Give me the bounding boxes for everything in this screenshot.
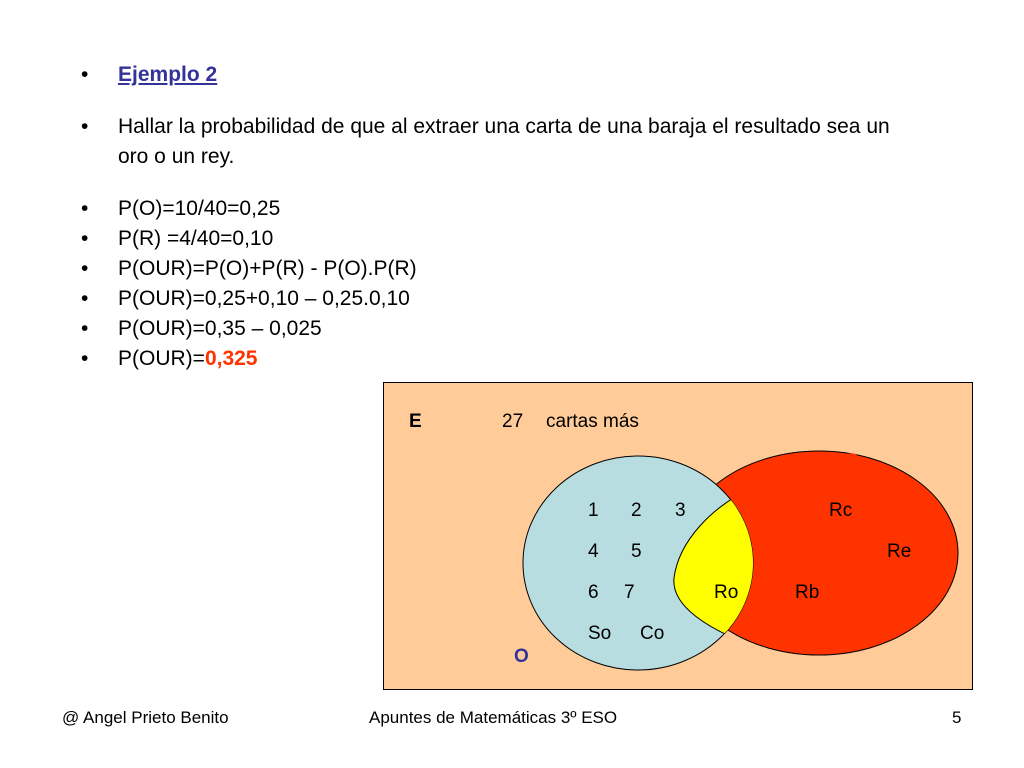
o-card-co: Co xyxy=(640,623,665,644)
final-prefix: P(OUR)= xyxy=(118,347,205,370)
footer-page-number: 5 xyxy=(952,708,962,727)
o-card-5: 5 xyxy=(631,541,642,562)
r-card-re: Re xyxy=(887,541,912,562)
bullet-formula-1: • P(O)=10/40=0,25 xyxy=(78,194,898,224)
bullet-formula-2: • P(R) =4/40=0,10 xyxy=(78,224,898,254)
venn-diagram xyxy=(383,382,973,690)
bullet-problem: • Hallar la probabilidad de que al extraer una carta de una baraja el resultado sea un oro o un rey. xyxy=(78,112,898,172)
r-card-rc: Rc xyxy=(829,500,853,521)
example-heading: Ejemplo 2 xyxy=(118,63,218,86)
set-o-label: O xyxy=(514,646,529,667)
o-card-7: 7 xyxy=(624,582,635,603)
o-card-3: 3 xyxy=(675,500,686,521)
o-card-2: 2 xyxy=(631,500,642,521)
bullet-formula-5: • P(OUR)=0,35 – 0,025 xyxy=(78,314,898,344)
o-card-so: So xyxy=(588,623,612,644)
intersection-card-ro: Ro xyxy=(714,582,739,603)
set-r-label: R xyxy=(845,451,859,472)
bullet-final-result xyxy=(78,344,898,374)
universe-note-text: cartas más xyxy=(546,411,639,432)
r-card-rb: Rb xyxy=(795,582,820,603)
o-card-6: 6 xyxy=(588,582,599,603)
universe-note-count: 27 xyxy=(502,411,524,432)
o-card-1: 1 xyxy=(588,500,599,521)
footer-author: @ Angel Prieto Benito xyxy=(62,708,229,727)
bullet-heading xyxy=(78,60,898,90)
footer-title: Apuntes de Matemáticas 3º ESO xyxy=(369,708,618,727)
bullet-list xyxy=(78,60,898,374)
o-card-4: 4 xyxy=(588,541,599,562)
bullet-formula-3: • P(OUR)=P(O)+P(R) - P(O).P(R) xyxy=(78,254,898,284)
final-value: 0,325 xyxy=(204,347,258,370)
universe-label: E xyxy=(409,411,422,432)
bullet-formula-4: • P(OUR)=0,25+0,10 – 0,25.0,10 xyxy=(78,284,898,314)
